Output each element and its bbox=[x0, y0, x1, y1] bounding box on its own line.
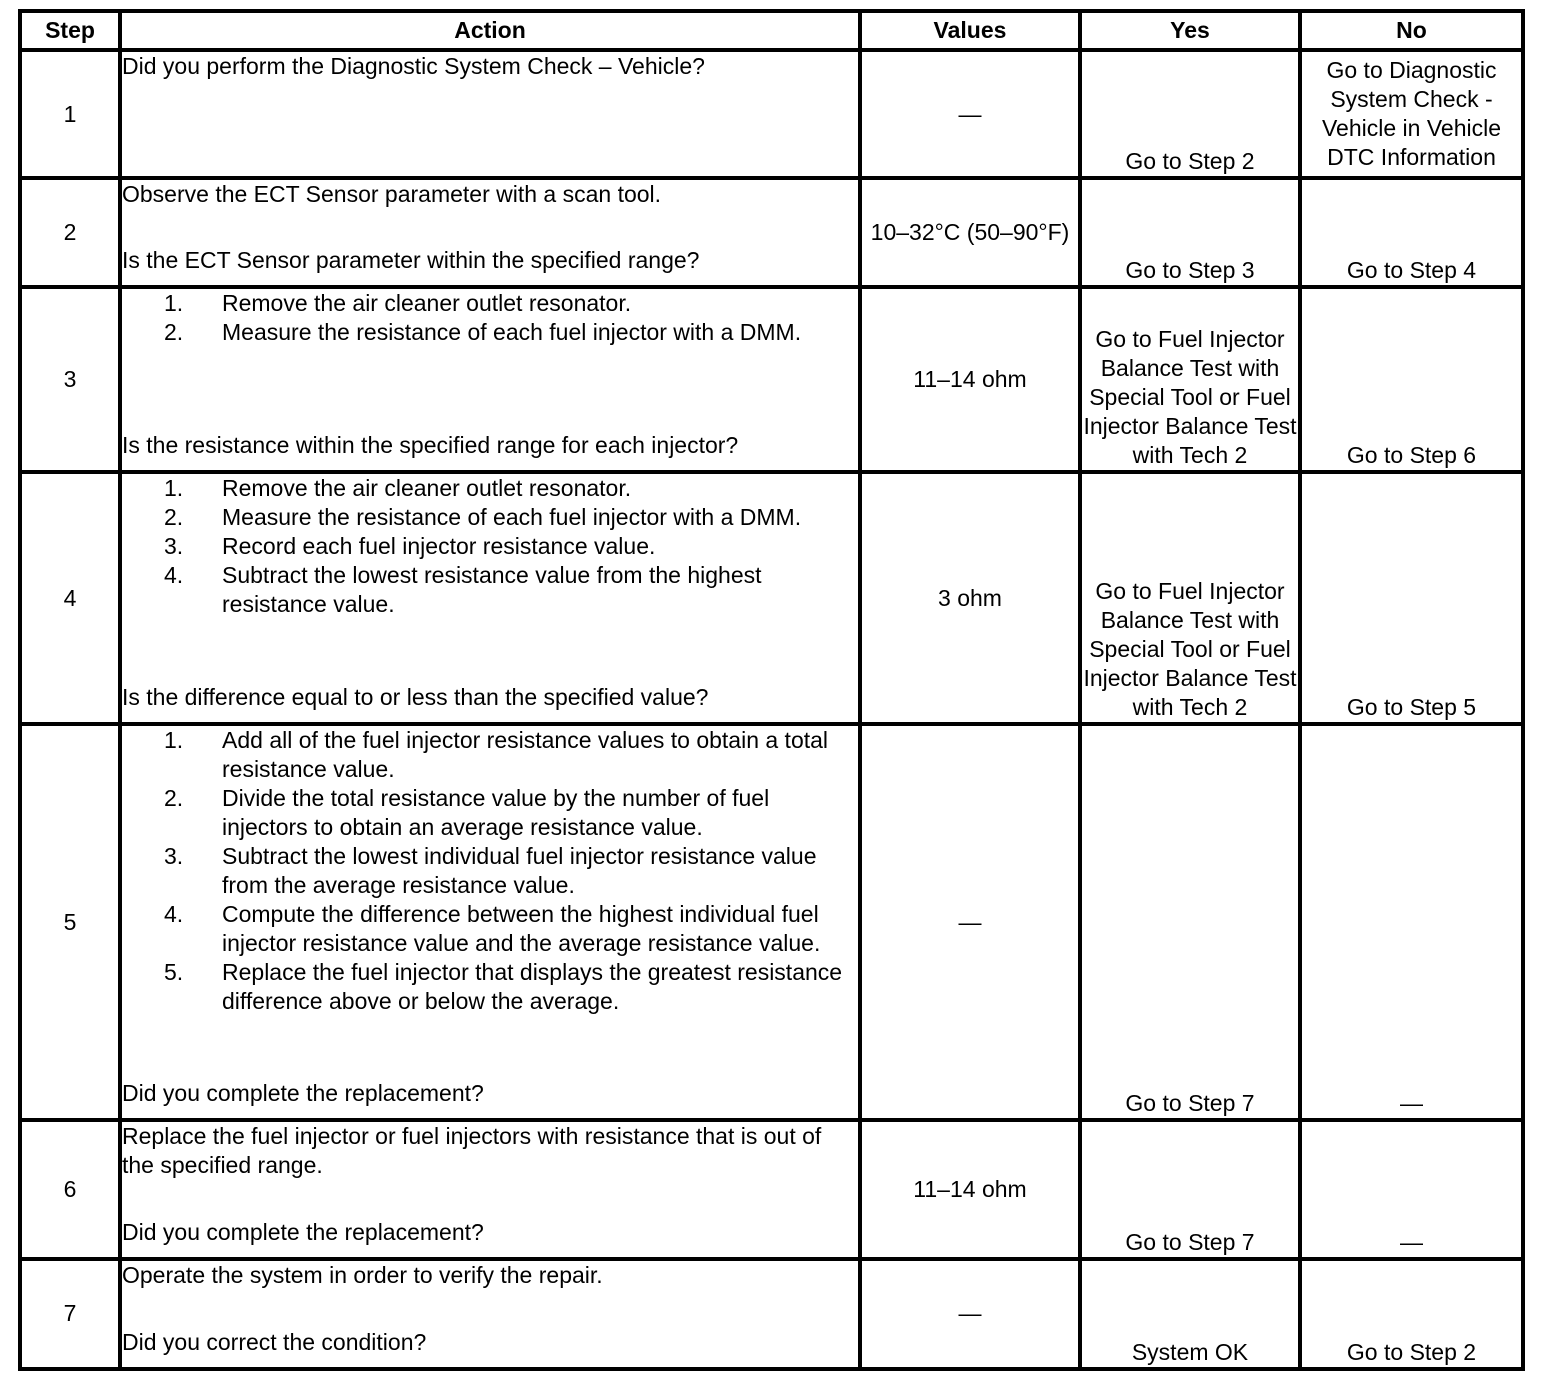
action-instructions bbox=[122, 52, 858, 81]
header-row bbox=[20, 11, 1523, 50]
substep-number: 2. bbox=[164, 318, 184, 345]
header-step: Step bbox=[20, 11, 120, 50]
instruction-text: Replace the fuel injector or fuel injectors with resistance that is out of the specified range. bbox=[122, 1123, 822, 1179]
substep-list bbox=[122, 289, 858, 347]
substep-list bbox=[122, 726, 858, 1016]
substep-text: Record each fuel injector resistance value. bbox=[222, 532, 656, 559]
substep-item bbox=[122, 474, 858, 503]
action-question: Is the ECT Sensor parameter within the specified range? bbox=[122, 246, 700, 273]
yes-cell: Go to Step 7 bbox=[1080, 724, 1300, 1120]
step-number: 3 bbox=[20, 287, 120, 472]
no-cell: — bbox=[1300, 1120, 1523, 1258]
action-cell bbox=[120, 50, 860, 178]
substep-list bbox=[122, 474, 858, 619]
action-instructions bbox=[122, 1122, 858, 1180]
substep-number-cell bbox=[122, 900, 222, 958]
substep-number-cell bbox=[122, 289, 222, 318]
action-cell bbox=[120, 472, 860, 725]
action-cell bbox=[120, 1120, 860, 1258]
no-cell: — bbox=[1300, 724, 1523, 1120]
action-content bbox=[122, 289, 858, 460]
substep-item bbox=[122, 784, 858, 842]
step-number: 4 bbox=[20, 472, 120, 725]
substep-text: Compute the difference between the highest individual fuel injector resistance value and the average resistance value. bbox=[222, 901, 821, 957]
step-number: 5 bbox=[20, 724, 120, 1120]
substep-number-cell bbox=[122, 842, 222, 900]
substep-text: Remove the air cleaner outlet resonator. bbox=[222, 289, 632, 316]
substep-text: Measure the resistance of each fuel injector with a DMM. bbox=[222, 318, 802, 345]
substep-text: Add all of the fuel injector resistance values to obtain a total resistance value. bbox=[222, 727, 829, 783]
values-cell: 11–14 ohm bbox=[860, 1120, 1080, 1258]
step-number: 6 bbox=[20, 1120, 120, 1258]
action-question: Did you complete the replacement? bbox=[122, 1080, 484, 1107]
values-cell: — bbox=[860, 50, 1080, 178]
yes-cell: Go to Fuel Injector Balance Test with Special Tool or Fuel Injector Balance Test with Tech 2 bbox=[1080, 472, 1300, 725]
values-cell: — bbox=[860, 724, 1080, 1120]
substep-item bbox=[122, 726, 858, 784]
substep-item bbox=[122, 289, 858, 318]
action-content bbox=[122, 180, 858, 274]
action-cell bbox=[120, 1259, 860, 1369]
action-cell bbox=[120, 178, 860, 286]
substep-text: Measure the resistance of each fuel injector with a DMM. bbox=[222, 503, 802, 530]
no-cell: Go to Diagnostic System Check - Vehicle in Vehicle DTC Information bbox=[1300, 50, 1523, 178]
substep-number-cell bbox=[122, 958, 222, 1016]
substep-number-cell bbox=[122, 784, 222, 842]
header-values: Values bbox=[860, 11, 1080, 50]
table-row bbox=[20, 1259, 1523, 1369]
instruction-text: Did you perform the Diagnostic System Check – Vehicle? bbox=[122, 53, 705, 79]
yes-cell: Go to Step 7 bbox=[1080, 1120, 1300, 1258]
substep-number: 1. bbox=[164, 474, 184, 501]
header-no: No bbox=[1300, 11, 1523, 50]
substep-number: 2. bbox=[164, 503, 184, 530]
values-cell: — bbox=[860, 1259, 1080, 1369]
action-instructions bbox=[122, 474, 858, 619]
instruction-text: Operate the system in order to verify the repair. bbox=[122, 1261, 603, 1288]
no-cell: Go to Step 5 bbox=[1300, 472, 1523, 725]
yes-cell: System OK bbox=[1080, 1259, 1300, 1369]
action-cell bbox=[120, 724, 860, 1120]
action-content bbox=[122, 52, 858, 166]
substep-number: 1. bbox=[164, 727, 184, 754]
action-instructions bbox=[122, 289, 858, 347]
substep-number-cell bbox=[122, 561, 222, 619]
action-cell bbox=[120, 287, 860, 472]
values-cell: 11–14 ohm bbox=[860, 287, 1080, 472]
yes-cell: Go to Step 2 bbox=[1080, 50, 1300, 178]
no-cell: Go to Step 4 bbox=[1300, 178, 1523, 286]
action-content bbox=[122, 474, 858, 713]
step-number: 7 bbox=[20, 1259, 120, 1369]
table-row bbox=[20, 50, 1523, 178]
values-cell: 10–32°C (50–90°F) bbox=[860, 178, 1080, 286]
action-question: Is the difference equal to or less than the specified value? bbox=[122, 684, 709, 711]
action-content bbox=[122, 1122, 858, 1246]
substep-number-cell bbox=[122, 503, 222, 532]
table-row bbox=[20, 472, 1523, 725]
step-number: 1 bbox=[20, 50, 120, 178]
substep-text: Divide the total resistance value by the number of fuel injectors to obtain an average resistance value. bbox=[222, 785, 770, 841]
substep-item bbox=[122, 561, 858, 619]
substep-text: Replace the fuel injector that displays the greatest resistance difference above or below the average. bbox=[222, 959, 843, 1015]
values-cell: 3 ohm bbox=[860, 472, 1080, 725]
no-cell: Go to Step 6 bbox=[1300, 287, 1523, 472]
table-row bbox=[20, 178, 1523, 286]
substep-text: Subtract the lowest resistance value from the highest resistance value. bbox=[222, 561, 762, 617]
substep-item bbox=[122, 503, 858, 532]
substep-number: 3. bbox=[164, 843, 184, 870]
substep-item bbox=[122, 900, 858, 958]
substep-number-cell bbox=[122, 532, 222, 561]
substep-number: 3. bbox=[164, 532, 184, 559]
action-question: Did you correct the condition? bbox=[122, 1329, 427, 1355]
diagnostic-table bbox=[18, 9, 1525, 1371]
action-content bbox=[122, 726, 858, 1108]
action-question: Did you complete the replacement? bbox=[122, 1218, 484, 1245]
header-action: Action bbox=[120, 11, 860, 50]
table-row bbox=[20, 1120, 1523, 1258]
action-instructions bbox=[122, 180, 858, 209]
substep-number-cell bbox=[122, 474, 222, 503]
yes-cell: Go to Fuel Injector Balance Test with Special Tool or Fuel Injector Balance Test with Tech 2 bbox=[1080, 287, 1300, 472]
action-instructions bbox=[122, 1261, 858, 1290]
substep-text: Subtract the lowest individual fuel injector resistance value from the average resistance value. bbox=[222, 843, 817, 899]
substep-number: 1. bbox=[164, 289, 184, 316]
substep-item bbox=[122, 532, 858, 561]
header-yes: Yes bbox=[1080, 11, 1300, 50]
substep-text: Remove the air cleaner outlet resonator. bbox=[222, 474, 632, 501]
substep-item bbox=[122, 842, 858, 900]
substep-number: 2. bbox=[164, 785, 184, 812]
step-number: 2 bbox=[20, 178, 120, 286]
substep-number: 4. bbox=[164, 561, 184, 588]
table-row bbox=[20, 724, 1523, 1120]
substep-item bbox=[122, 318, 858, 347]
action-instructions bbox=[122, 726, 858, 1016]
action-question: Is the resistance within the specified range for each injector? bbox=[122, 431, 739, 458]
action-content bbox=[122, 1261, 858, 1357]
substep-number-cell bbox=[122, 726, 222, 784]
substep-number: 4. bbox=[164, 901, 184, 928]
table-row bbox=[20, 287, 1523, 472]
substep-number-cell bbox=[122, 318, 222, 347]
no-cell: Go to Step 2 bbox=[1300, 1259, 1523, 1369]
yes-cell: Go to Step 3 bbox=[1080, 178, 1300, 286]
instruction-text: Observe the ECT Sensor parameter with a scan tool. bbox=[122, 181, 662, 208]
substep-item bbox=[122, 958, 858, 1016]
substep-number: 5. bbox=[164, 959, 184, 986]
